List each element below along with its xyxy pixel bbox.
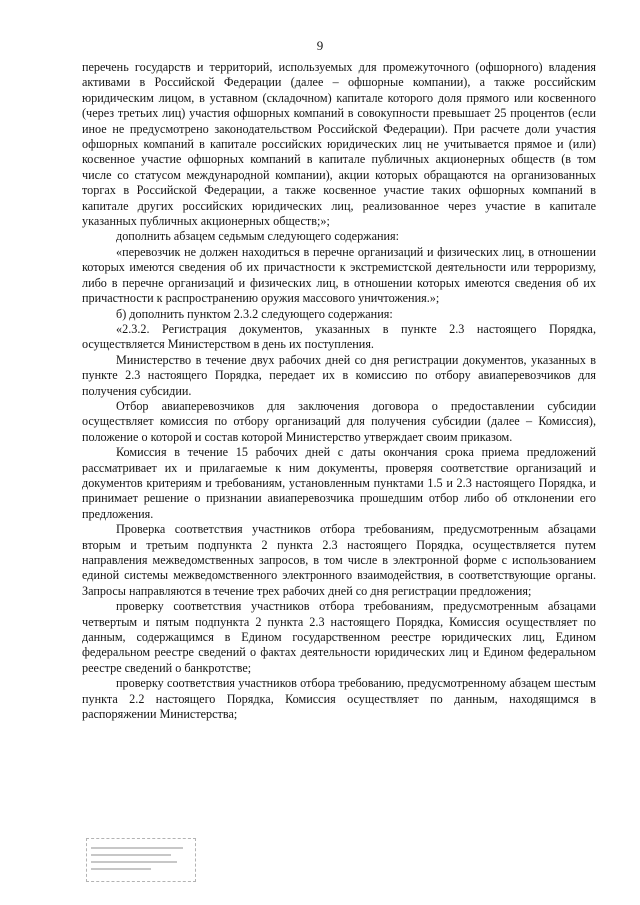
paragraph-offshore: перечень государств и территорий, используемых для промежуточного (офшорного) владения активами в Российской Федерации (далее – офшорные компании), а также российским юридическим лицом, в уставном (складочном) капитале которого доля прямого или косвенного (через третьих лиц) участия офшорных компаний в совокупности превышает 25 процентов (если иное не предусмотрено законодательством Российской Федерации). При расчете доли участия офшорных компаний в капитале российских юридических лиц не учитывается прямое и (или) косвенное участие офшорных компаний в капитале публичных акционерных обществ (в том числе со статусом международной компании), акции которых обращаются на организованных торгах в Российской Федерации, а также косвенное участие таких офшорных компаний в капитале других российских юридических лиц, реализованное через участие в капитале указанных публичных акционерных обществ;»;: [82, 60, 596, 229]
paragraph-item-b: б) дополнить пунктом 2.3.2 следующего содержания:: [116, 306, 393, 321]
paragraph-selection: Отбор авиаперевозчиков для заключения договора о предоставлении субсидии осуществляет комиссия по отбору организаций для получения субсидии (далее – Комиссия), положение о которой и состав которой Министерство утверждает своим приказом.: [82, 398, 596, 444]
paragraph-ministry-data-check: проверку соответствия участников отбора требованию, предусмотренному абзацем шестым пункта 2.2 настоящего Порядка, Комиссия осуществляет по данным, находящимся в распоряжении Министерства;: [82, 676, 596, 722]
stamp-line: [91, 847, 183, 849]
page-number: 9: [316, 38, 324, 53]
stamp-line: [91, 854, 171, 856]
paragraph-carrier-quote: «перевозчик не должен находиться в перечне организаций и физических лиц, в отношении которых имеются сведения об их причастности к экстремистской деятельности или терроризму, либо в перечне организаций и физических лиц, в отношении которых имеются сведения об их причастности к распространению оружия массового уничтожения.»;: [82, 244, 596, 306]
paragraph-commission-review: Комиссия в течение 15 рабочих дней с даты окончания срока приема предложений рассматривает их и прилагаемые к ним документы, проверяя соответствие организаций и документов критериям и требованиям, установленным пунктами 1.5 и 2.3 настоящего Порядка, и принимает решение о признании авиаперевозчика прошедшим отбор либо об отклонении его предложения.: [82, 445, 596, 521]
paragraph-registry-check: проверку соответствия участников отбора требованиям, предусмотренным абзацами четвертым и пятым подпункта 2 пункта 2.3 настоящего Порядка, Комиссия осуществляет по данным, содержащимся в Едином государственном реестре юридических лиц, Едином федеральном реестре сведений о фактах деятельности юридических лиц и Едином федеральном реестре сведений о банкротстве;: [82, 599, 596, 675]
registration-stamp: [86, 838, 196, 882]
paragraph-verification: Проверка соответствия участников отбора требованиям, предусмотренным абзацами вторым и третьим подпункта 2 пункта 2.3 настоящего Порядка, осуществляется путем направления межведомственных запросов, в том числе в электронной форме с использованием единой системы межведомственного электронного взаимодействия, в соответствующие органы. Запросы направляются в течение трех рабочих дней со дня регистрации предложения;: [82, 522, 596, 598]
paragraph-ministry-transfer: Министерство в течение двух рабочих дней со дня регистрации документов, указанных в пункте 2.3 настоящего Порядка, передает их в комиссию по отбору авиаперевозчиков для получения субсидии.: [82, 352, 596, 398]
paragraph-2-3-2: «2.3.2. Регистрация документов, указанных в пункте 2.3 настоящего Порядка, осуществляется Министерством в день их поступления.: [82, 321, 596, 352]
paragraph-add-seventh: дополнить абзацем седьмым следующего содержания:: [116, 229, 400, 244]
stamp-line: [91, 868, 151, 870]
document-body: [82, 60, 596, 722]
stamp-line: [91, 861, 177, 863]
